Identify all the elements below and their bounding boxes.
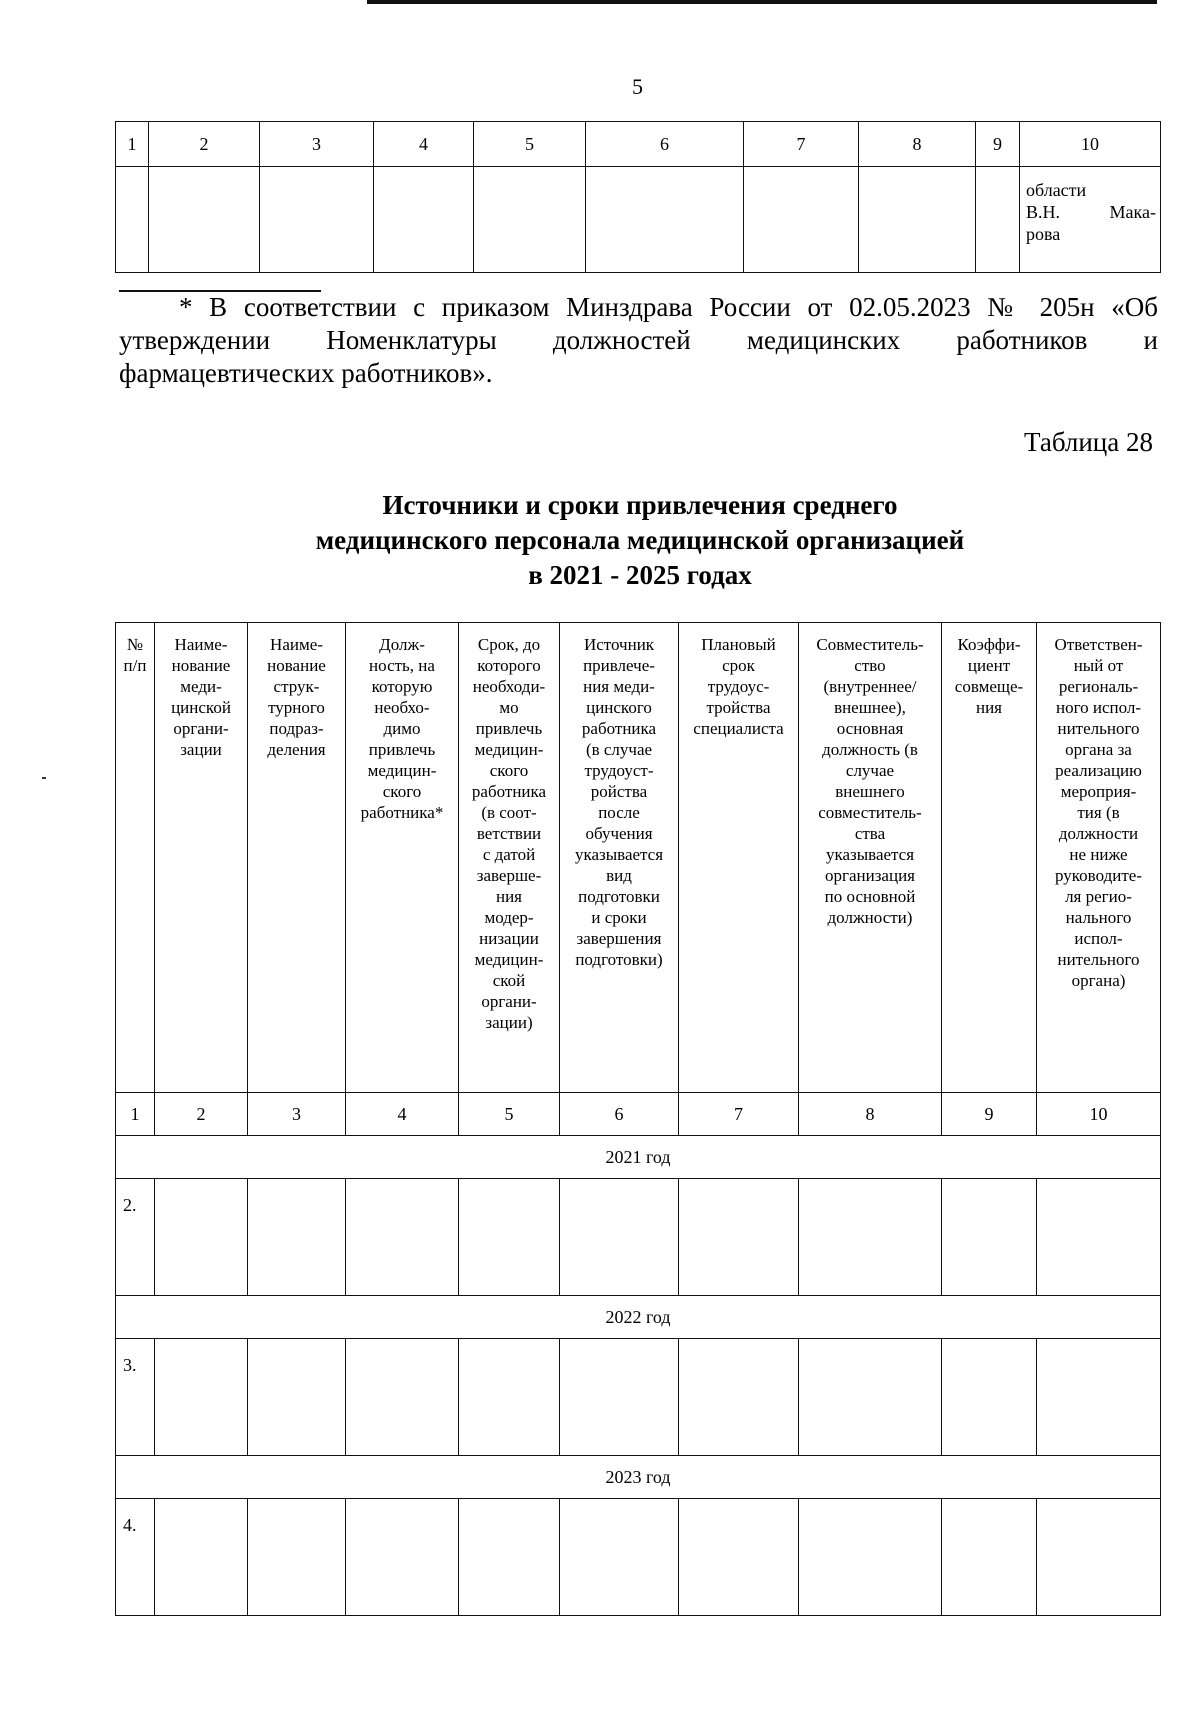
header-line: органа за (1065, 740, 1132, 759)
table-cell (560, 1499, 679, 1616)
header-line: которого (477, 656, 541, 675)
header-line: указывается (825, 845, 915, 864)
table-cell (248, 1499, 346, 1616)
column-number-cell: 3 (260, 122, 374, 167)
page-number: 5 (632, 74, 643, 99)
header-line: ния меди- (583, 677, 655, 696)
header-line: № (126, 635, 144, 654)
main-table (115, 622, 1161, 1616)
table-cell (942, 1339, 1037, 1456)
header-line: Срок, до (477, 635, 541, 654)
year-row (116, 1136, 1161, 1179)
header-line: необхо- (374, 698, 430, 717)
header-cell (799, 623, 942, 1093)
responsible-cell (1020, 167, 1161, 273)
column-number-cell: 10 (1037, 1093, 1161, 1136)
table-cell (346, 1499, 459, 1616)
column-number-cell: 3 (248, 1093, 346, 1136)
title-line: медицинского персонала медицинской организацией (315, 525, 965, 555)
footnote-line: утверждении Номенклатуры должностей медицинских работников и (119, 325, 1158, 355)
column-number-cell: 5 (474, 122, 586, 167)
table-row (116, 167, 1161, 273)
header-line: которую (371, 677, 433, 696)
title-line: Источники и сроки привлечения среднего (382, 490, 898, 520)
header-line: региональ- (1058, 677, 1139, 696)
header-line: ля регио- (1065, 887, 1132, 906)
header-line: ского (489, 761, 529, 780)
header-line: органи- (481, 992, 537, 1011)
column-number-cell: 6 (560, 1093, 679, 1136)
top-edge-line (367, 0, 1157, 4)
header-row (116, 623, 1161, 1093)
header-line: срок (722, 656, 755, 675)
header-line: деления (267, 740, 326, 759)
header-line: случае (845, 761, 895, 780)
column-number-cell: 8 (859, 122, 976, 167)
table-cell (1037, 1499, 1161, 1616)
header-line: внешнего (835, 782, 905, 801)
header-line: меди- (180, 677, 222, 696)
header-line: Коэффи- (957, 635, 1021, 654)
header-line: с датой (482, 845, 536, 864)
column-number-cell: 2 (149, 122, 260, 167)
table-cell (459, 1339, 560, 1456)
header-line: нование (171, 656, 231, 675)
table-cell (942, 1499, 1037, 1616)
header-cell (459, 623, 560, 1093)
column-number-cell: 4 (346, 1093, 459, 1136)
column-number-cell: 2 (155, 1093, 248, 1136)
header-cell (116, 623, 155, 1093)
header-line: Совместитель- (816, 635, 924, 654)
header-line: ный от (1073, 656, 1124, 675)
scan-mark (42, 777, 46, 779)
year-cell: 2022 год (116, 1296, 1161, 1339)
header-line: завершения (576, 929, 662, 948)
header-line: нительного (1057, 950, 1140, 969)
table-cell (1037, 1339, 1161, 1456)
table-cell (459, 1499, 560, 1616)
row-number-cell: 4. (116, 1499, 155, 1616)
header-line: специалиста (693, 719, 784, 738)
header-line: ройства (590, 782, 648, 801)
header-line: ство (854, 656, 886, 675)
table-title (250, 488, 1030, 593)
table-cell (248, 1179, 346, 1296)
header-cell (155, 623, 248, 1093)
header-line: испол- (1074, 929, 1123, 948)
header-line: медицин- (474, 740, 544, 759)
table-cell (679, 1339, 799, 1456)
column-number-cell: 9 (976, 122, 1020, 167)
header-line: подготовки) (575, 950, 663, 969)
header-line: (в соот- (481, 803, 537, 822)
header-line: тройства (706, 698, 771, 717)
header-line: трудоус- (707, 677, 770, 696)
table-row (116, 1339, 1161, 1456)
footnote-line: фармацевтических работников». (119, 358, 493, 388)
header-line: привлечь (368, 740, 436, 759)
header-line: по основной (824, 887, 916, 906)
column-number-cell: 6 (586, 122, 744, 167)
header-line: низации (479, 929, 539, 948)
header-line: внешнее), (834, 698, 906, 717)
cell-line: В.Н. Мака- (1026, 202, 1156, 222)
header-line: подраз- (269, 719, 324, 738)
column-number-cell: 1 (116, 1093, 155, 1136)
table-cell (799, 1179, 942, 1296)
header-cell (346, 623, 459, 1093)
table-cell (679, 1179, 799, 1296)
table-cell (560, 1339, 679, 1456)
column-number-cell: 1 (116, 122, 149, 167)
header-line: Наиме- (270, 635, 323, 654)
header-line: работника* (360, 803, 444, 822)
header-line: медицин- (474, 950, 544, 969)
header-line: ния (495, 887, 522, 906)
footnote (119, 291, 1158, 390)
row-number-cell: 2. (116, 1179, 155, 1296)
header-line: трудоуст- (584, 761, 654, 780)
table-cell (1037, 1179, 1161, 1296)
header-line: не ниже (1069, 845, 1128, 864)
header-line: работника (471, 782, 547, 801)
header-line: совместитель- (818, 803, 922, 822)
header-line: привлече- (583, 656, 655, 675)
table-cell (942, 1179, 1037, 1296)
table-cell (155, 1339, 248, 1456)
header-line: ветствии (476, 824, 542, 843)
header-line: Ответствен- (1054, 635, 1143, 654)
header-line: циент (967, 656, 1011, 675)
header-line: ства (854, 824, 886, 843)
table-row (116, 1499, 1161, 1616)
header-cell (1037, 623, 1161, 1093)
header-line: турного (268, 698, 325, 717)
header-line: ния (975, 698, 1002, 717)
header-line: ность, на (369, 656, 435, 675)
header-line: зации) (485, 1013, 533, 1032)
header-line: органа) (1071, 971, 1126, 990)
header-line: привлечь (475, 719, 543, 738)
header-line: и сроки (591, 908, 647, 927)
table-cell (679, 1499, 799, 1616)
cell-line: области (1026, 180, 1087, 200)
column-number-cell: 5 (459, 1093, 560, 1136)
header-line: подготовки (578, 887, 660, 906)
table-row (116, 1179, 1161, 1296)
column-number-cell: 9 (942, 1093, 1037, 1136)
header-line: медицин- (367, 761, 437, 780)
header-line: вид (606, 866, 632, 885)
year-row (116, 1456, 1161, 1499)
table-cell (560, 1179, 679, 1296)
header-line: ного испол- (1055, 698, 1142, 717)
header-line: нительного (1057, 719, 1140, 738)
header-cell (942, 623, 1037, 1093)
header-line: Долж- (379, 635, 425, 654)
header-line: струк- (273, 677, 320, 696)
header-line: мероприя- (1060, 782, 1137, 801)
table-cell (155, 1179, 248, 1296)
table-cell (459, 1179, 560, 1296)
header-line: зации (180, 740, 222, 759)
column-number-cell: 10 (1020, 122, 1161, 167)
header-line: димо (383, 719, 421, 738)
header-line: п/п (123, 656, 147, 675)
row-number-cell: 3. (116, 1339, 155, 1456)
header-line: ского (382, 782, 422, 801)
header-line: (в случае (585, 740, 653, 759)
header-line: должности (1058, 824, 1139, 843)
year-row (116, 1296, 1161, 1339)
header-cell (248, 623, 346, 1093)
table-cell (248, 1339, 346, 1456)
header-line: нального (1065, 908, 1132, 927)
header-line: заверше- (476, 866, 542, 885)
header-line: ской (492, 971, 526, 990)
header-line: Плановый (701, 635, 776, 654)
column-number-cell: 8 (799, 1093, 942, 1136)
header-line: должности) (827, 908, 913, 927)
table-cell (346, 1339, 459, 1456)
header-cell (560, 623, 679, 1093)
header-line: модер- (484, 908, 534, 927)
header-line: совмеще- (954, 677, 1024, 696)
header-line: необходи- (472, 677, 546, 696)
header-line: основная (836, 719, 904, 738)
footnote-line (119, 291, 1158, 324)
header-line: Наиме- (174, 635, 228, 654)
header-line: мо (499, 698, 519, 717)
header-line: указывается (574, 845, 664, 864)
column-number-row (116, 1093, 1161, 1136)
title-line: в 2021 - 2025 годах (528, 560, 752, 590)
table-label: Таблица 28 (1024, 427, 1153, 457)
table-cell (799, 1339, 942, 1456)
year-cell: 2023 год (116, 1456, 1161, 1499)
header-line: тия (в (1077, 803, 1120, 822)
header-line: органи- (173, 719, 229, 738)
year-cell: 2021 год (116, 1136, 1161, 1179)
table-cell (155, 1499, 248, 1616)
header-line: обучения (585, 824, 653, 843)
cell-line: рова (1026, 224, 1061, 244)
column-number-cell: 7 (744, 122, 859, 167)
header-line: после (598, 803, 640, 822)
header-line: цинской (171, 698, 231, 717)
header-line: организация (825, 866, 915, 885)
column-number-row (116, 122, 1161, 167)
header-line: нование (267, 656, 326, 675)
header-line: руководите- (1055, 866, 1142, 885)
column-number-cell: 7 (679, 1093, 799, 1136)
header-line: цинского (586, 698, 652, 717)
column-number-cell: 4 (374, 122, 474, 167)
header-line: (внутреннее/ (823, 677, 917, 696)
table-continuation (115, 121, 1161, 273)
header-line: должность (в (822, 740, 918, 759)
table-cell (799, 1499, 942, 1616)
header-line: работника (581, 719, 657, 738)
header-line: реализацию (1055, 761, 1142, 780)
header-line: Источник (583, 635, 655, 654)
table-cell (346, 1179, 459, 1296)
header-cell (679, 623, 799, 1093)
footnote-text: * В соответствии с приказом Минздрава России от 02.05.2023 № 205н «Об (179, 292, 1158, 322)
